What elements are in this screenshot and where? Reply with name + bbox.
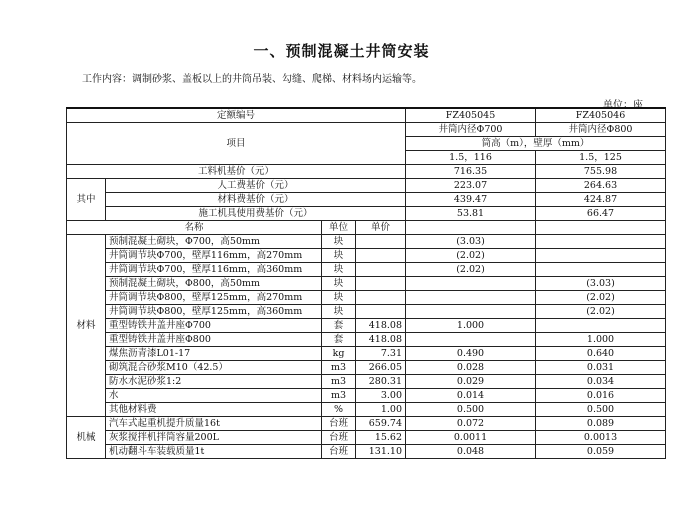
page-title: 一、预制混凝土井筒安装 bbox=[253, 42, 430, 60]
item-price bbox=[356, 291, 406, 305]
spec-2: 井筒内径Φ800 bbox=[536, 123, 666, 137]
base-price-1: 716.35 bbox=[406, 165, 536, 179]
item-name: 煤焦沥青漆L01-17 bbox=[106, 347, 322, 361]
item-price: 3.00 bbox=[356, 389, 406, 403]
code-row bbox=[67, 108, 666, 123]
item-value-2 bbox=[536, 235, 666, 249]
param-1: 1.5，116 bbox=[406, 151, 536, 165]
item-price: 131.10 bbox=[356, 445, 406, 459]
item-unit: 套 bbox=[322, 319, 356, 333]
item-unit: m3 bbox=[322, 361, 356, 375]
item-name: 井筒调节块Φ700，壁厚116mm，高270mm bbox=[106, 249, 322, 263]
empty-cell bbox=[406, 221, 536, 235]
col-unit: 单位 bbox=[322, 221, 356, 235]
machinery-row bbox=[67, 417, 666, 431]
work-description: 工作内容：调制砂浆、盖板以上的井筒吊装、勾缝、爬梯、材料场内运输等。 bbox=[82, 74, 422, 85]
item-unit: 台班 bbox=[322, 417, 356, 431]
code-label: 定额编号 bbox=[67, 108, 406, 123]
item-value-2: 0.500 bbox=[536, 403, 666, 417]
item-name: 灰浆搅拌机拌筒容量200L bbox=[106, 431, 322, 445]
item-name: 机动翻斗车装载质量1t bbox=[106, 445, 322, 459]
materials-row bbox=[67, 235, 666, 249]
item-value-2: 0.640 bbox=[536, 347, 666, 361]
item-unit: 块 bbox=[322, 235, 356, 249]
materials-row bbox=[67, 291, 666, 305]
item-unit: kg bbox=[322, 347, 356, 361]
materials-row bbox=[67, 403, 666, 417]
item-name: 预制混凝土砌块，Φ700，高50mm bbox=[106, 235, 322, 249]
item-price bbox=[356, 305, 406, 319]
item-value-1: 0.028 bbox=[406, 361, 536, 375]
item-value-1: 0.048 bbox=[406, 445, 536, 459]
item-name: 井筒调节块Φ800，壁厚125mm，高270mm bbox=[106, 291, 322, 305]
among-value: 424.87 bbox=[536, 193, 666, 207]
item-value-2: 0.059 bbox=[536, 445, 666, 459]
materials-row bbox=[67, 375, 666, 389]
item-value-1: 0.0011 bbox=[406, 431, 536, 445]
item-price: 659.74 bbox=[356, 417, 406, 431]
item-price bbox=[356, 235, 406, 249]
item-price: 15.62 bbox=[356, 431, 406, 445]
item-price: 7.31 bbox=[356, 347, 406, 361]
among-value: 53.81 bbox=[406, 207, 536, 221]
item-value-1: 0.029 bbox=[406, 375, 536, 389]
col-name: 名称 bbox=[67, 221, 322, 235]
code-1: FZ405045 bbox=[406, 108, 536, 123]
base-price-label: 工料机基价（元） bbox=[67, 165, 406, 179]
base-price-row bbox=[67, 165, 666, 179]
item-name: 砌筑混合砂浆M10（42.5） bbox=[106, 361, 322, 375]
materials-row bbox=[67, 319, 666, 333]
among-value: 223.07 bbox=[406, 179, 536, 193]
empty-cell bbox=[536, 221, 666, 235]
item-price: 266.05 bbox=[356, 361, 406, 375]
item-unit: 块 bbox=[322, 263, 356, 277]
item-unit: 台班 bbox=[322, 445, 356, 459]
materials-row bbox=[67, 263, 666, 277]
item-price bbox=[356, 277, 406, 291]
item-value-2: (2.02) bbox=[536, 291, 666, 305]
item-unit: 套 bbox=[322, 333, 356, 347]
materials-row bbox=[67, 277, 666, 291]
item-unit: m3 bbox=[322, 389, 356, 403]
among-value: 264.63 bbox=[536, 179, 666, 193]
item-value-1 bbox=[406, 277, 536, 291]
among-row bbox=[67, 179, 666, 193]
item-name: 其他材料费 bbox=[106, 403, 322, 417]
item-name: 汽车式起重机提升质量16t bbox=[106, 417, 322, 431]
among-value: 66.47 bbox=[536, 207, 666, 221]
item-price: 418.08 bbox=[356, 319, 406, 333]
item-value-2: (2.02) bbox=[536, 305, 666, 319]
among-label: 其中 bbox=[67, 179, 106, 221]
item-unit: 台班 bbox=[322, 431, 356, 445]
item-price: 1.00 bbox=[356, 403, 406, 417]
col-price: 单价 bbox=[356, 221, 406, 235]
item-price: 280.31 bbox=[356, 375, 406, 389]
materials-row bbox=[67, 333, 666, 347]
among-item-label: 人工费基价（元） bbox=[106, 179, 406, 193]
among-item-label: 施工机具使用费基价（元） bbox=[106, 207, 406, 221]
among-row bbox=[67, 207, 666, 221]
item-unit: % bbox=[322, 403, 356, 417]
column-header-row bbox=[67, 221, 666, 235]
item-name: 井筒调节块Φ700，壁厚116mm，高360mm bbox=[106, 263, 322, 277]
item-price: 418.08 bbox=[356, 333, 406, 347]
item-unit: m3 bbox=[322, 375, 356, 389]
item-value-1 bbox=[406, 305, 536, 319]
item-unit: 块 bbox=[322, 277, 356, 291]
item-price bbox=[356, 263, 406, 277]
item-value-1 bbox=[406, 333, 536, 347]
item-label: 项目 bbox=[67, 123, 406, 165]
item-name: 防水水泥砂浆1:2 bbox=[106, 375, 322, 389]
item-value-1: 0.014 bbox=[406, 389, 536, 403]
item-price bbox=[356, 249, 406, 263]
item-name: 重型铸铁井盖井座Φ800 bbox=[106, 333, 322, 347]
materials-group-label: 材料 bbox=[67, 235, 106, 417]
item-value-1: (2.02) bbox=[406, 263, 536, 277]
item-value-2: 0.089 bbox=[536, 417, 666, 431]
param-label: 筒高（m），壁厚（mm） bbox=[406, 137, 666, 151]
item-value-1: 0.072 bbox=[406, 417, 536, 431]
base-price-2: 755.98 bbox=[536, 165, 666, 179]
item-name: 井筒调节块Φ800，壁厚125mm，高360mm bbox=[106, 305, 322, 319]
spec-1: 井筒内径Φ700 bbox=[406, 123, 536, 137]
item-unit: 块 bbox=[322, 291, 356, 305]
item-value-1: (3.03) bbox=[406, 235, 536, 249]
item-value-1: 0.500 bbox=[406, 403, 536, 417]
materials-row bbox=[67, 361, 666, 375]
item-value-1: 1.000 bbox=[406, 319, 536, 333]
machinery-group-label: 机械 bbox=[67, 417, 106, 459]
item-value-2: 0.034 bbox=[536, 375, 666, 389]
item-unit: 块 bbox=[322, 305, 356, 319]
item-name: 预制混凝土砌块，Φ800，高50mm bbox=[106, 277, 322, 291]
item-value-2 bbox=[536, 263, 666, 277]
item-value-1 bbox=[406, 291, 536, 305]
item-value-1: 0.490 bbox=[406, 347, 536, 361]
machinery-row bbox=[67, 431, 666, 445]
item-value-2: 0.0013 bbox=[536, 431, 666, 445]
spec-row bbox=[67, 123, 666, 137]
item-name: 重型铸铁井盖井座Φ700 bbox=[106, 319, 322, 333]
item-value-2 bbox=[536, 249, 666, 263]
among-value: 439.47 bbox=[406, 193, 536, 207]
among-item-label: 材料费基价（元） bbox=[106, 193, 406, 207]
unit-note: 单位：座 bbox=[603, 100, 643, 111]
item-value-2: 0.031 bbox=[536, 361, 666, 375]
materials-row bbox=[67, 389, 666, 403]
quota-table bbox=[66, 107, 666, 459]
materials-row bbox=[67, 249, 666, 263]
item-value-2: 1.000 bbox=[536, 333, 666, 347]
item-value-2: (3.03) bbox=[536, 277, 666, 291]
code-2: FZ405046 bbox=[536, 108, 666, 123]
item-unit: 块 bbox=[322, 249, 356, 263]
item-value-2: 0.016 bbox=[536, 389, 666, 403]
machinery-row bbox=[67, 445, 666, 459]
among-row bbox=[67, 193, 666, 207]
item-value-2 bbox=[536, 319, 666, 333]
materials-row bbox=[67, 347, 666, 361]
item-name: 水 bbox=[106, 389, 322, 403]
item-value-1: (2.02) bbox=[406, 249, 536, 263]
table-body bbox=[67, 108, 666, 459]
param-2: 1.5，125 bbox=[536, 151, 666, 165]
materials-row bbox=[67, 305, 666, 319]
